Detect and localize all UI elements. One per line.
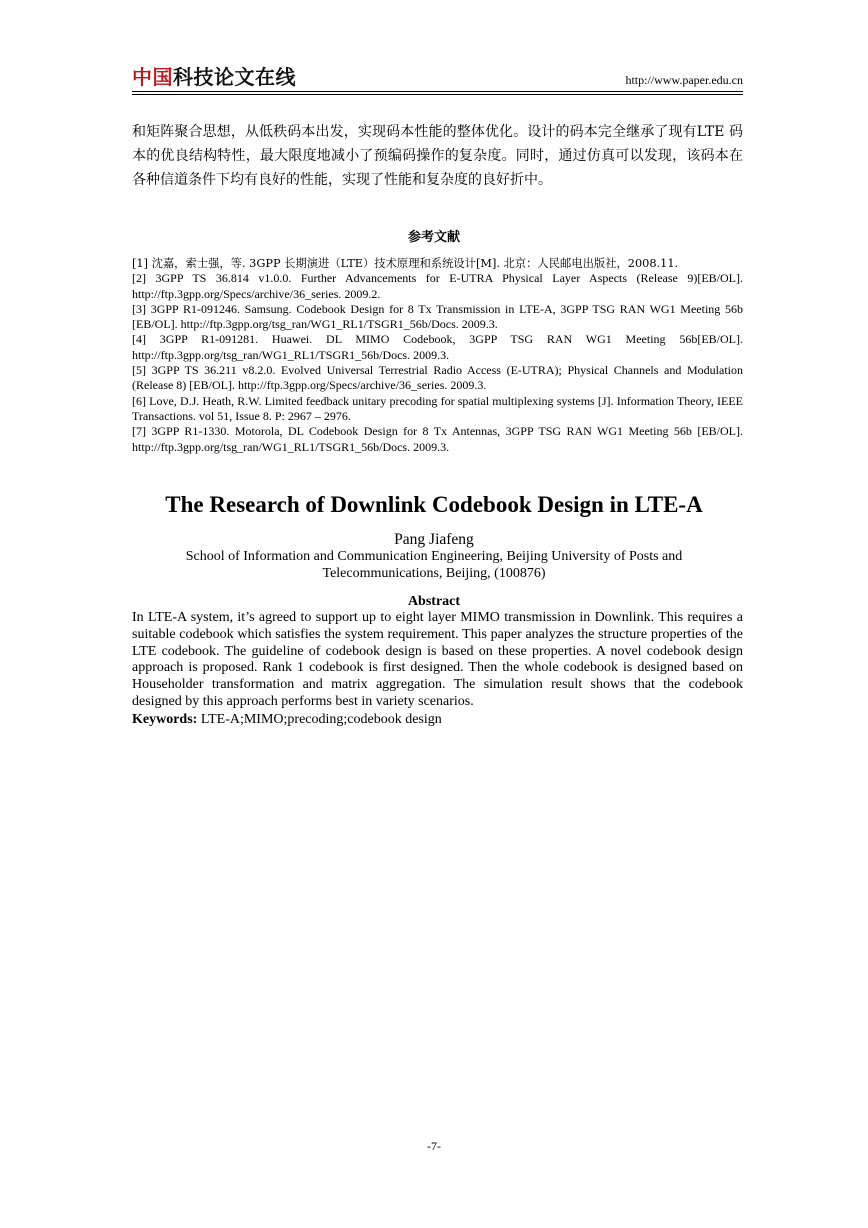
logo-text: 科技论文在线 <box>173 65 296 89</box>
site-logo <box>132 64 296 90</box>
references-list <box>132 256 743 455</box>
logo-red-text: 中国 <box>132 65 173 89</box>
reference-item: [7] 3GPP R1-1330. Motorola, DL Codebook Design for 8 Tx Antennas, 3GPP TSG RAN WG1 Meeting 56b [EB/OL]. http://ftp.3gpp.org/tsg_ran/WG1_RL1/TSGR1_56b/Docs. 2009.3. <box>132 424 743 454</box>
keywords-label: Keywords: <box>132 712 198 727</box>
reference-item: [1] 沈嘉，索士强，等. 3GPP 长期演进（LTE）技术原理和系统设计[M]. 北京：人民邮电出版社，2008.11. <box>132 257 679 270</box>
reference-item: [2] 3GPP TS 36.814 v1.0.0. Further Advancements for E-UTRA Physical Layer Aspects (Release 9)[EB/OL]. http://ftp.3gpp.org/Specs/archive/36_series. 2009.2. <box>132 271 743 301</box>
header-url[interactable]: http://www.paper.edu.cn <box>625 73 743 87</box>
references-title: 参考文献 <box>407 230 460 245</box>
page-number: -7- <box>427 1139 441 1153</box>
header-rule-thin <box>132 94 743 95</box>
reference-item: [3] 3GPP R1-091246. Samsung. Codebook Design for 8 Tx Transmission in LTE-A, 3GPP TSG RAN WG1 Meeting 56b [EB/OL]. http://ftp.3gpp.org/tsg_ran/WG1_RL1/TSGR1_56b/Docs. 2009.3. <box>132 301 743 332</box>
keywords-value: LTE-A;MIMO;precoding;codebook design <box>197 712 442 727</box>
author-affiliation <box>0 548 868 582</box>
reference-item: [5] 3GPP TS 36.211 v8.2.0. Evolved Universal Terrestrial Radio Access (E-UTRA); Physical Channels and Modulation (Release 8) [EB/OL]. http://ftp.3gpp.org/Specs/archive/36_series. 2009.3. <box>132 363 743 393</box>
keywords-line <box>132 711 743 728</box>
page-header <box>132 64 743 94</box>
reference-item: [6] Love, D.J. Heath, R.W. Limited feedback unitary precoding for spatial multiplexing systems [J]. Information Theory, IEEE Transactions. vol 51, Issue 8. P: 2967 – 2976. <box>132 393 743 423</box>
reference-item: [4] 3GPP R1-091281. Huawei. DL MIMO Codebook, 3GPP TSG RAN WG1 Meeting 56b[EB/OL]. http://ftp.3gpp.org/tsg_ran/WG1_RL1/TSGR1_56b/Docs. 2009.3. <box>132 332 743 362</box>
abstract-text: In LTE-A system, it’s agreed to support up to eight layer MIMO transmission in Downlink. This requires a suitable codebook which satisfies the system requirement. This paper analyzes the structure properties of the LTE codebook. The guideline of codebook design is based on these properties. A novel codebook design approach is proposed. Rank 1 codebook is first designed. Then the whole codebook is designed based on Householder transformation and matrix aggregation. The simulation result shows that the codebook designed by this approach performs best in variety scenarios. <box>132 610 743 709</box>
chinese-conclusion-paragraph: 和矩阵聚合思想，从低秩码本出发，实现码本性能的整体优化。设计的码本完全继承了现有LTE 码本的优良结构特性，最大限度地减小了预编码操作的复杂度。同时，通过仿真可以发现，该码本在各种信道条件下均有良好的性能，实现了性能和复杂度的良好折中。 <box>132 124 743 188</box>
author-name: Pang Jiafeng <box>394 531 474 548</box>
affiliation-line-1: School of Information and Communication Engineering, Beijing University of Posts and <box>185 549 683 564</box>
header-rule-thick <box>132 91 743 92</box>
english-title: The Research of Downlink Codebook Design in LTE-A <box>165 492 703 517</box>
affiliation-line-2: Telecommunications, Beijing, (100876) <box>322 566 546 581</box>
abstract-heading: Abstract <box>407 594 461 609</box>
